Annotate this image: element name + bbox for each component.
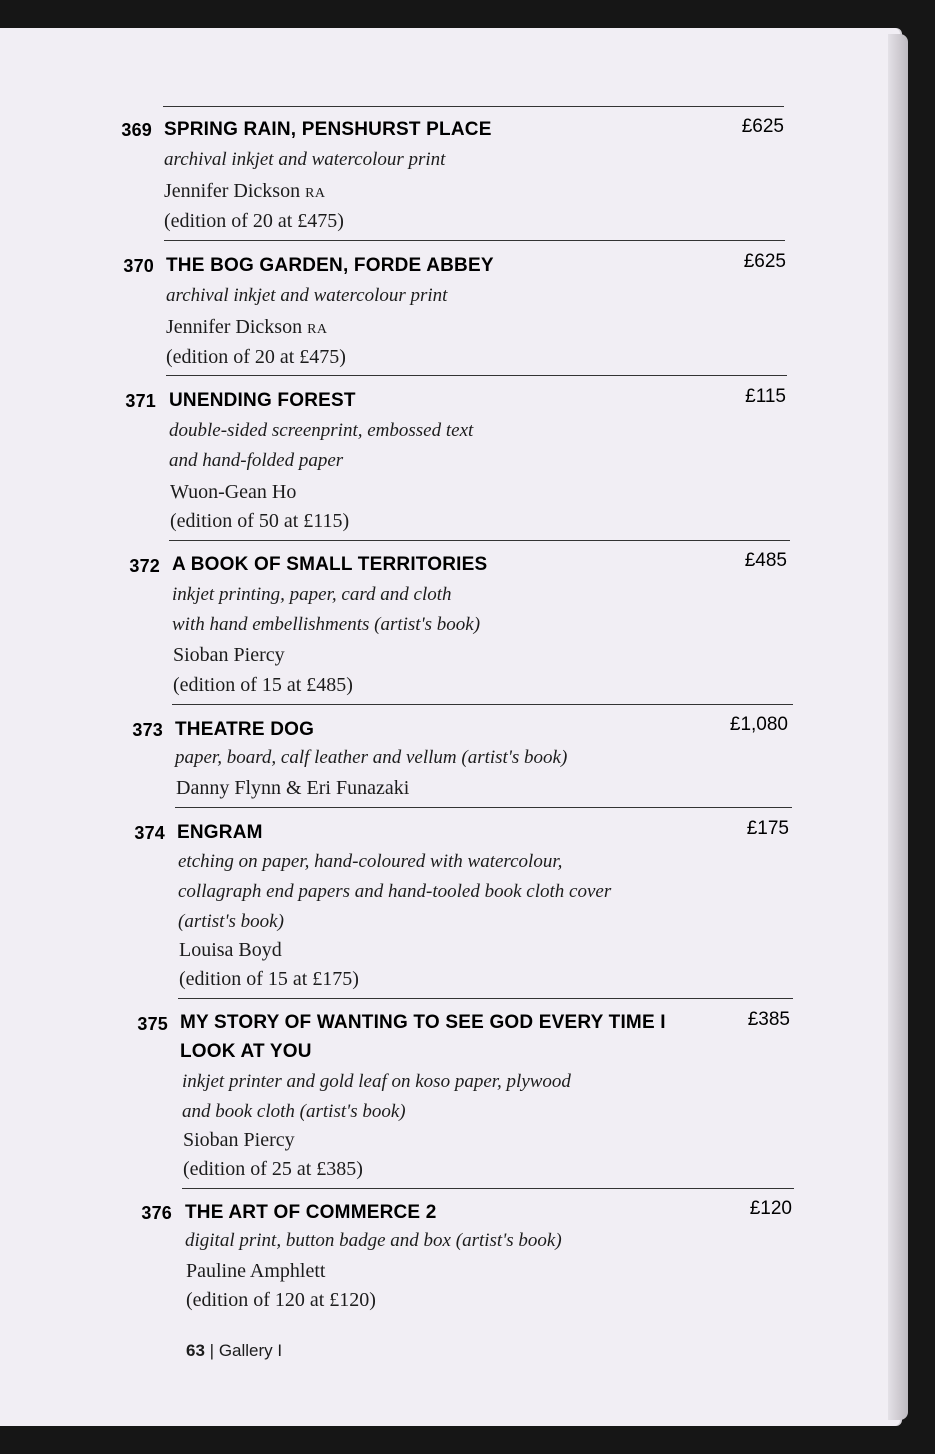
entry-artist: Danny Flynn & Eri Funazaki (176, 777, 410, 799)
artist-suffix: RA (305, 186, 326, 201)
entry-artist: Jennifer Dickson RA (164, 180, 326, 202)
entry-artist: Sioban Piercy (173, 644, 285, 666)
entry-divider (169, 540, 790, 541)
entry-title: ENGRAM (177, 822, 263, 843)
entry-medium: paper, board, calf leather and vellum (artist's book) (175, 747, 568, 768)
entry-number: 375 (137, 1014, 168, 1034)
page-footer (186, 1341, 282, 1361)
entry-price: £115 (745, 386, 786, 407)
entry-number: 376 (141, 1203, 172, 1223)
entry-title: MY STORY OF WANTING TO SEE GOD EVERY TIME I LOOK AT YOU (180, 1012, 666, 1062)
entry-medium: inkjet printing, paper, card and cloth with hand embellishments (artist's book) (172, 584, 481, 635)
entry-price: £485 (744, 550, 787, 571)
entry-edition: (edition of 50 at £115) (170, 510, 350, 532)
entry-title: A BOOK OF SMALL TERRITORIES (172, 554, 488, 575)
entry-title: THEATRE DOG (175, 719, 315, 740)
entry-divider (178, 998, 793, 999)
entry-title: THE BOG GARDEN, FORDE ABBEY (166, 255, 494, 276)
entry-number: 374 (134, 823, 165, 843)
entry-artist: Louisa Boyd (179, 939, 282, 961)
entry-medium: digital print, button badge and box (artist's book) (185, 1230, 562, 1251)
footer-separator: | (209, 1341, 215, 1360)
entry-title: UNENDING FOREST (169, 390, 356, 411)
artist-suffix: RA (307, 322, 328, 337)
entry-number: 371 (125, 391, 156, 411)
entry-medium: etching on paper, hand-coloured with watercolour, collagraph end papers and hand-tooled book cloth cover (artist's book) (178, 851, 612, 932)
entry-price: £1,080 (729, 714, 788, 735)
entry-number: 370 (123, 256, 154, 276)
entry-artist: Pauline Amphlett (186, 1260, 326, 1282)
entry-artist: Sioban Piercy (183, 1129, 295, 1151)
entry-price: £120 (749, 1198, 792, 1219)
entry-price: £625 (741, 116, 784, 137)
entry-edition: (edition of 20 at £475) (164, 210, 344, 232)
entry-edition: (edition of 25 at £385) (183, 1158, 363, 1180)
entry-edition: (edition of 120 at £120) (186, 1289, 376, 1311)
entry-price: £175 (746, 818, 789, 839)
entry-price: £385 (747, 1009, 790, 1030)
entry-divider (163, 106, 784, 107)
entry-artist: Jennifer Dickson RA (166, 316, 328, 338)
entry-edition: (edition of 15 at £485) (173, 674, 353, 696)
entry-divider (166, 375, 787, 376)
entry-medium: archival inkjet and watercolour print (166, 285, 448, 306)
entry-divider (175, 807, 792, 808)
entry-number: 369 (121, 120, 152, 140)
entry-divider (182, 1188, 794, 1189)
entry-title: THE ART OF COMMERCE 2 (185, 1202, 437, 1223)
entry-price: £625 (743, 251, 786, 272)
entry-number: 373 (132, 720, 163, 740)
entry-medium: archival inkjet and watercolour print (164, 149, 446, 170)
entry-edition: (edition of 20 at £475) (166, 346, 346, 368)
page-number: 63 (186, 1341, 205, 1360)
page-edge (888, 34, 908, 1420)
entry-divider (172, 704, 793, 705)
entry-artist: Wuon-Gean Ho (170, 481, 297, 503)
section-name: Gallery I (218, 1341, 283, 1360)
entry-number: 372 (129, 556, 160, 576)
entry-edition: (edition of 15 at £175) (179, 968, 359, 990)
entry-medium: inkjet printer and gold leaf on koso paper, plywood and book cloth (artist's book) (182, 1071, 571, 1122)
entry-divider (164, 240, 785, 241)
entry-medium: double-sided screenprint, embossed text and hand-folded paper (169, 420, 474, 471)
entry-title: SPRING RAIN, PENSHURST PLACE (164, 119, 492, 140)
